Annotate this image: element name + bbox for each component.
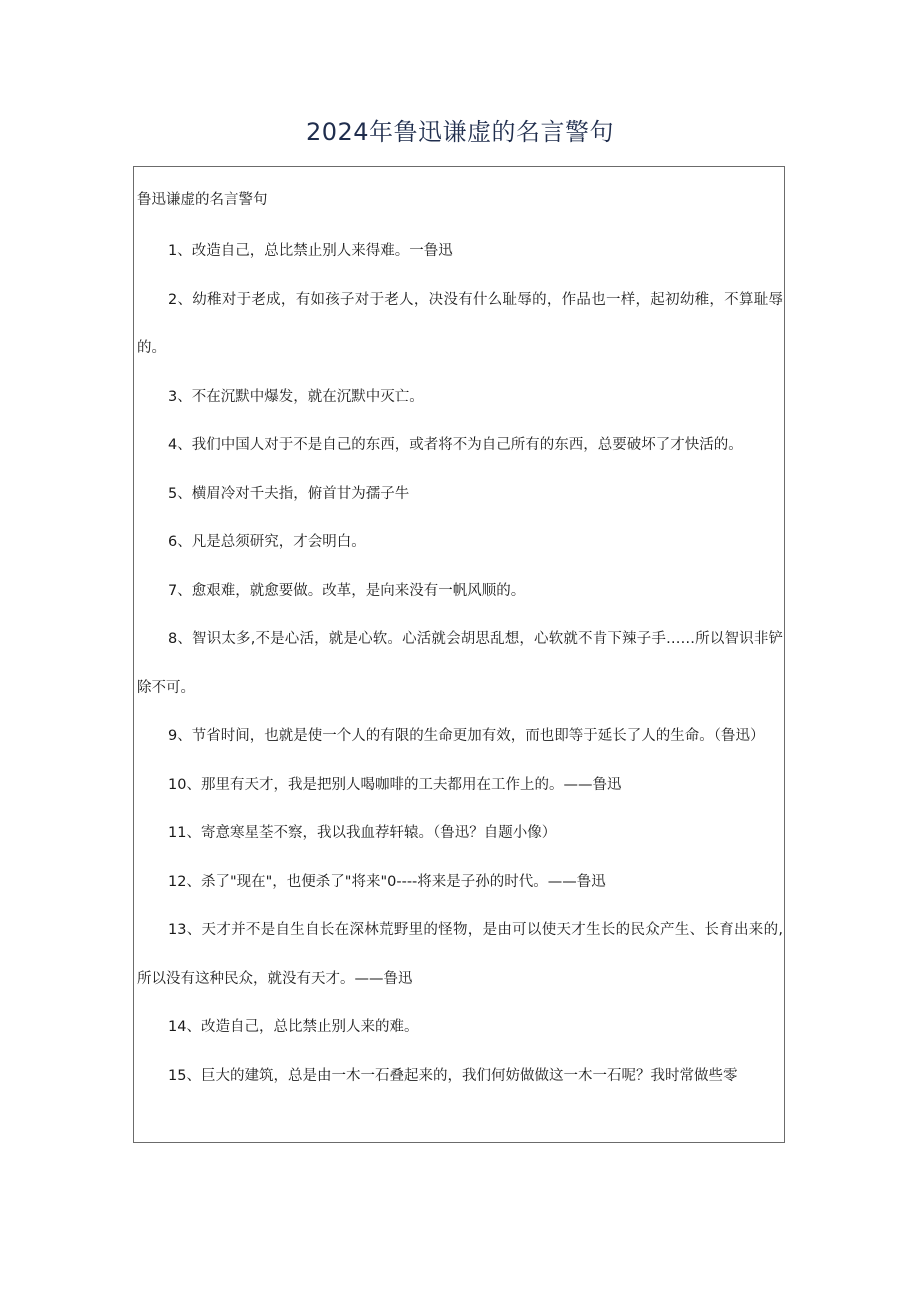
quote-item-15: 15、巨大的建筑，总是由一木一石叠起来的，我们何妨做做这一木一石呢？我时常做些零 (168, 1067, 738, 1084)
section-heading: 鲁迅谦虚的名言警句 (137, 192, 268, 208)
quote-item-3: 3、不在沉默中爆发，就在沉默中灭亡。 (168, 388, 424, 405)
quote-item-12: 12、杀了"现在"，也便杀了"将来"0----将来是子孙的时代。——鲁迅 (168, 873, 606, 890)
quote-item-9: 9、节省时间，也就是使一个人的有限的生命更加有效，而也即等于延长了人的生命。（鲁迅） (168, 728, 765, 744)
quote-item-11: 11、寄意寒星荃不察，我以我血荐轩辕。（鲁迅？自题小像） (168, 825, 557, 841)
quote-item-13: 13、天才并不是自生自长在深林荒野里的怪物，是由可以使天才生长的民众产生、长育出来的,所以没有这种民众，就没有天才。——鲁迅 (137, 922, 783, 987)
quote-item-2: 2、幼稚对于老成，有如孩子对于老人，决没有什么耻辱的，作品也一样，起初幼稚，不算耻辱的。 (137, 291, 783, 356)
quote-item-7: 7、愈艰难，就愈要做。改革，是向来没有一帆风顺的。 (168, 582, 526, 599)
quote-list (137, 227, 783, 1100)
quote-item-10: 10、那里有天才，我是把别人喝咖啡的工夫都用在工作上的。——鲁迅 (168, 776, 622, 793)
quote-item-14: 14、改造自己，总比禁止别人来的难。 (168, 1019, 419, 1035)
quote-item-4: 4、我们中国人对于不是自己的东西，或者将不为自己所有的东西，总要破坏了才快活的。 (168, 437, 743, 453)
document-content-box (133, 166, 785, 1143)
page-title: 2024年鲁迅谦虚的名言警句 (305, 118, 615, 146)
quote-item-8: 8、智识太多,不是心活，就是心软。心活就会胡思乱想，心软就不肯下辣子手……所以智识非铲除不可。 (137, 631, 783, 696)
quote-item-6: 6、凡是总须研究，才会明白。 (168, 534, 366, 550)
quote-item-5: 5、横眉冷对千夫指，俯首甘为孺子牛 (168, 485, 410, 502)
quote-item-1: 1、改造自己，总比禁止别人来得难。一鲁迅 (168, 243, 453, 259)
